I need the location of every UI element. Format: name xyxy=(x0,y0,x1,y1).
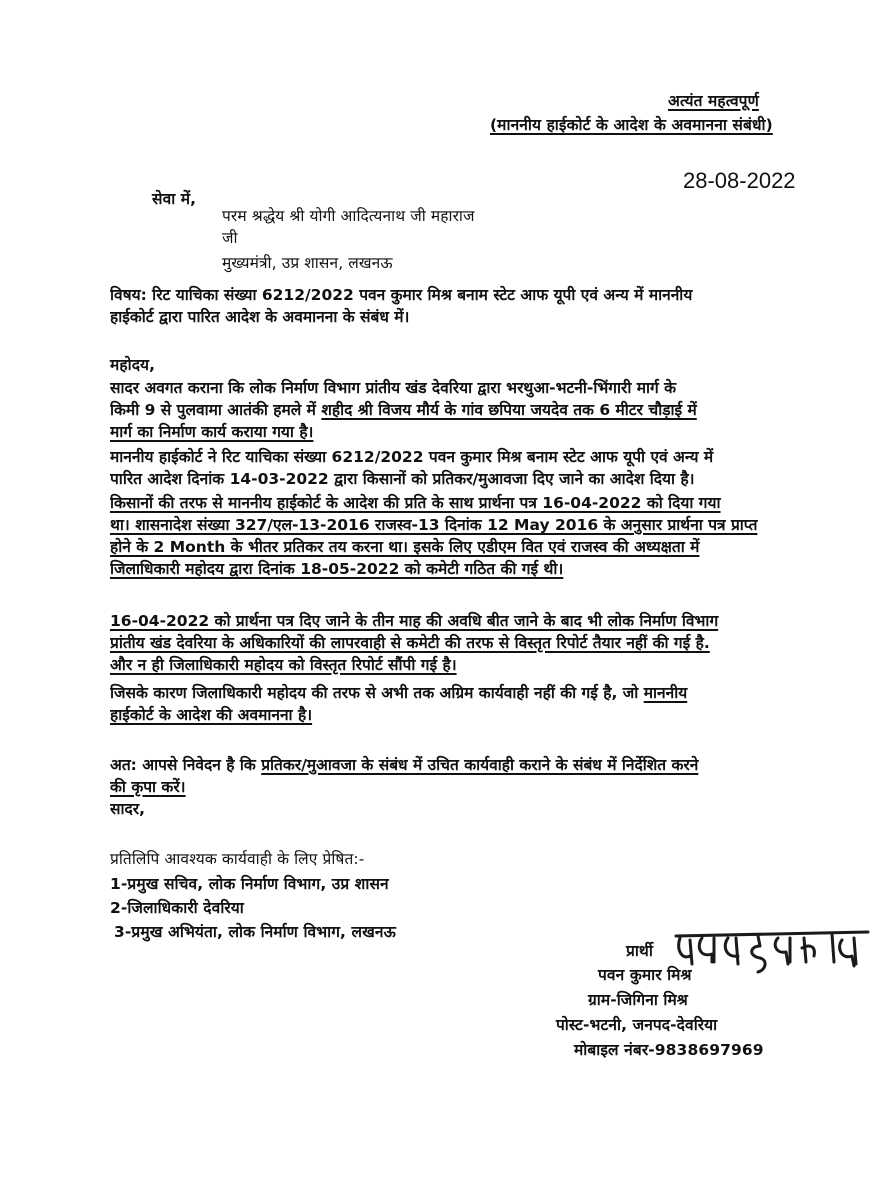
copies-heading: प्रतिलिपि आवश्यक कार्यवाही के लिए प्रेषित:- xyxy=(110,850,365,868)
p4-line-1: 16-04-2022 को प्रार्थना पत्र दिए जाने के तीन माह की अवधि बीत जाने के बाद भी लोक निर्माण विभाग xyxy=(110,612,719,630)
sender-mobile: मोबाइल नंबर-9838697969 xyxy=(574,1041,764,1059)
closing: सादर, xyxy=(110,800,145,818)
p5-line-1-plain: जिसके कारण जिलाधिकारी महोदय की तरफ से अभी तक अग्रिम कार्यवाही नहीं की गई है, जो xyxy=(110,684,644,702)
paragraph-5 xyxy=(110,682,840,726)
copies-item-2: 2-जिलाधिकारी देवरिया xyxy=(110,899,244,917)
p1-line-3: मार्ग का निर्माण कार्य कराया गया है। xyxy=(110,423,314,441)
copies-item-3: 3-प्रमुख अभियंता, लोक निर्माण विभाग, लखनऊ xyxy=(114,923,396,941)
p3-line-3: होने के 2 Month के भीतर प्रतिकर तय करना था। इसके लिए एडीएम वित एवं राजस्व की अध्यक्षता में xyxy=(110,538,700,556)
p2-line-2: पारित आदेश दिनांक 14-03-2022 द्वारा किसानों को प्रतिकर/मुआवजा दिए जाने का आदेश दिया है। xyxy=(110,470,695,488)
subject-line-2: हाईकोर्ट द्वारा पारित आदेश के अवमानना के संबंध में। xyxy=(110,308,410,326)
p3-line-2: था। शासनादेश संख्या 327/एल-13-2016 राजस्व-13 दिनांक 12 May 2016 के अनुसार प्रार्थना पत्र प्राप्त xyxy=(110,516,758,534)
p1-line-1: सादर अवगत कराना कि लोक निर्माण विभाग प्रांतीय खंड देवरिया द्वारा भरथुआ-भटनी-भिंगारी मार्ग के xyxy=(110,379,677,397)
paragraph-1 xyxy=(110,377,840,443)
paragraph-2 xyxy=(110,446,840,490)
subject-line-1: विषय: रिट याचिका संख्या 6212/2022 पवन कुमार मिश्र बनाम स्टेट आफ यूपी एवं अन्य में माननीय xyxy=(110,286,693,304)
recipient-line-2: जी xyxy=(222,229,238,247)
sender-village: ग्राम-जिगिना मिश्र xyxy=(588,991,688,1009)
p1-line-2-plain: किमी 9 से पुलवामा आतंकी हमले में xyxy=(110,401,322,419)
paragraph-6 xyxy=(110,754,840,820)
contempt-subheading: (माननीय हाईकोर्ट के आदेश के अवमानना संबंधी) xyxy=(490,116,773,134)
paragraph-3 xyxy=(110,492,840,580)
subject-block xyxy=(110,284,840,328)
handwritten-signature xyxy=(672,916,872,976)
p6-line-1-plain: अत: आपसे निवेदन है कि xyxy=(110,756,262,774)
p4-line-2: प्रांतीय खंड देवरिया के अधिकारियों की लापरवाही से कमेटी की तरफ से विस्तृत रिपोर्ट तैयार नहीं की गई है. xyxy=(110,634,710,652)
p1-line-2 xyxy=(110,399,840,421)
p6-line-1-underlined: प्रतिकर/मुआवजा के संबंध में उचित कार्यवाही कराने के संबंध में निर्देशित करने xyxy=(261,756,699,774)
sender-name: पवन कुमार मिश्र xyxy=(598,966,692,984)
p5-line-1-underlined: माननीय xyxy=(643,684,688,702)
greeting: महोदय, xyxy=(110,356,156,374)
copies-item-1: 1-प्रमुख सचिव, लोक निर्माण विभाग, उप्र शासन xyxy=(110,875,389,893)
p3-line-4: जिलाधिकारी महोदय द्वारा दिनांक 18-05-2022 को कमेटी गठित की गई थी। xyxy=(110,560,564,578)
p6-line-2: की कृपा करें। xyxy=(110,778,186,796)
letter-date: 28-08-2022 xyxy=(683,168,796,193)
sender-post: पोस्ट-भटनी, जनपद-देवरिया xyxy=(556,1016,718,1034)
p4-line-3: और न ही जिलाधिकारी महोदय को विस्तृत रिपोर्ट सौंपी गई है। xyxy=(110,656,457,674)
priority-heading: अत्यंत महत्वपूर्ण xyxy=(668,92,759,110)
p6-line-1 xyxy=(110,754,840,776)
recipient-salutation: सेवा में, xyxy=(152,190,197,208)
paragraph-4 xyxy=(110,610,840,676)
recipient-line-1: परम श्रद्धेय श्री योगी आदित्यनाथ जी महाराज xyxy=(222,207,475,225)
p5-line-2: हाईकोर्ट के आदेश की अवमानना है। xyxy=(110,706,313,724)
p3-line-1: किसानों की तरफ से माननीय हाईकोर्ट के आदेश की प्रति के साथ प्रार्थना पत्र 16-04-2022 को दिया गया xyxy=(110,494,721,512)
p5-line-1 xyxy=(110,682,840,704)
p1-line-2-underlined: शहीद श्री विजय मौर्य के गांव छपिया जयदेव तक 6 मीटर चौड़ाई में xyxy=(321,401,697,419)
recipient-line-3: मुख्यमंत्री, उप्र शासन, लखनऊ xyxy=(222,254,393,272)
applicant-label: प्रार्थी xyxy=(626,942,653,960)
p2-line-1: माननीय हाईकोर्ट ने रिट याचिका संख्या 6212/2022 पवन कुमार मिश्र बनाम स्टेट आफ यूपी एवं अन्य में xyxy=(110,448,714,466)
